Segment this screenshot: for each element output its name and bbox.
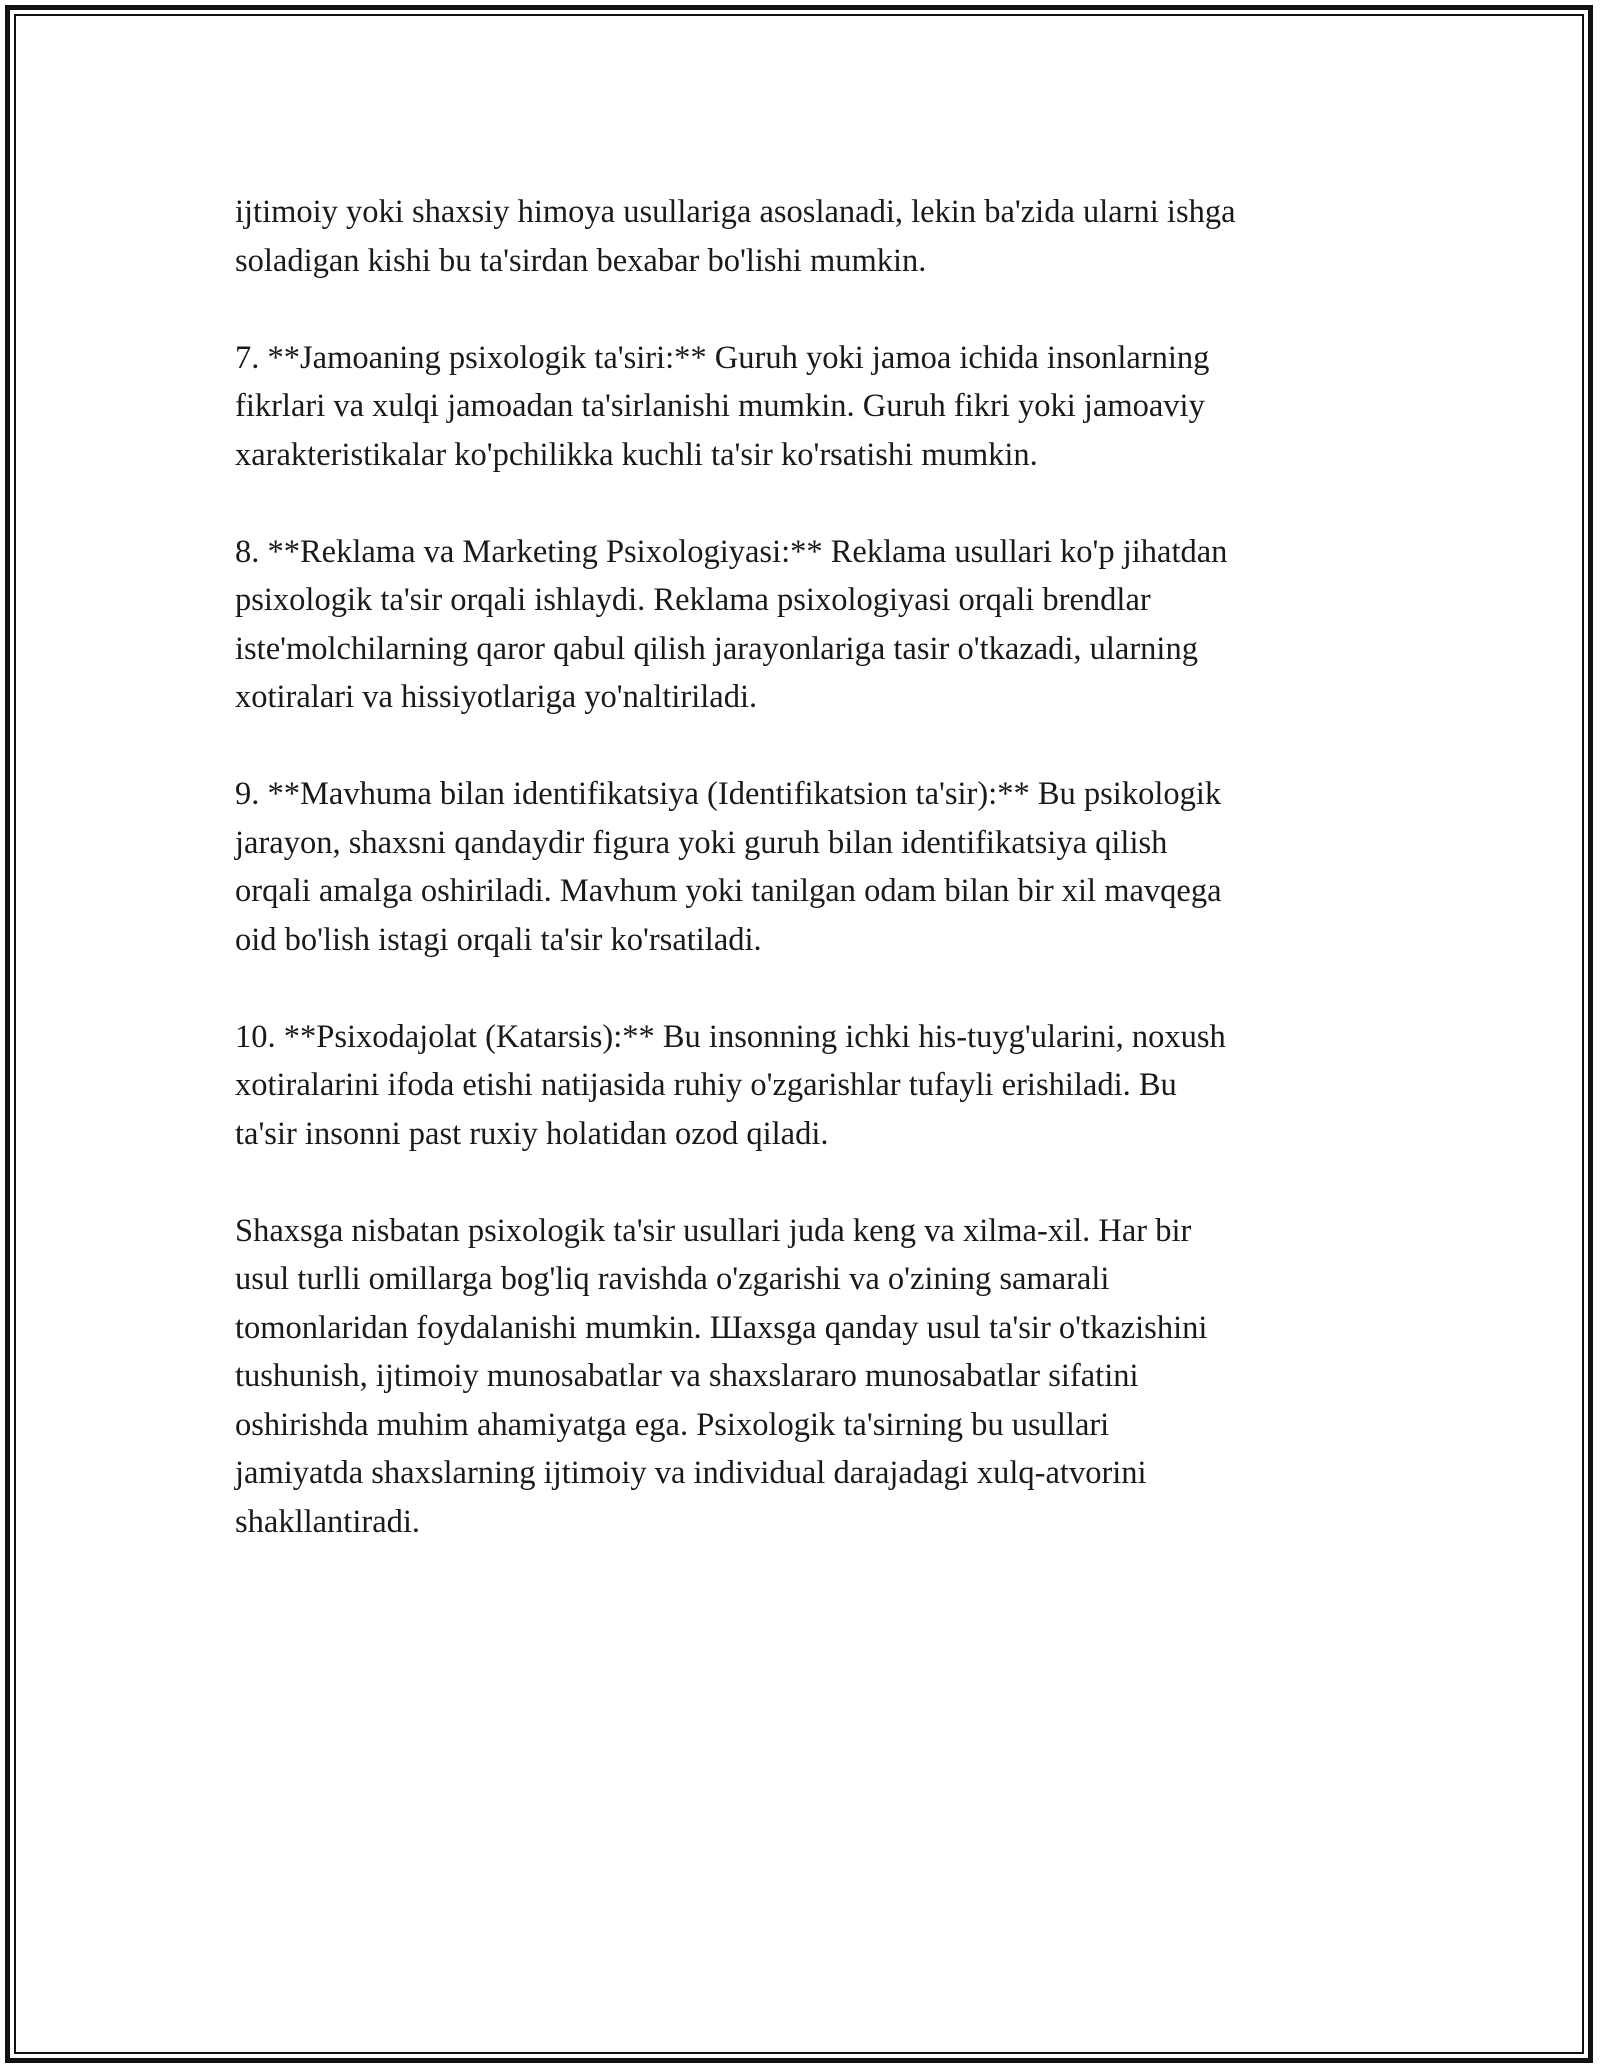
paragraph-item-9: 9. **Mavhuma bilan identifikatsiya (Identifikatsion ta'sir):** Bu psikologik jarayon, shaxsni qandaydir figura yoki guruh bilan identifikatsiya qilish orqali amalga oshiriladi. Mavhum yoki tanilgan odam bilan bir xil mavqega oid bo'lish istagi orqali ta'sir ko'rsatiladi.	[235, 776, 1222, 958]
paragraph-item-7: 7. **Jamoaning psixologik ta'siri:** Guruh yoki jamoa ichida insonlarning fikrlari va xulqi jamoadan ta'sirlanishi mumkin. Guruh fikri yoki jamoaviy xarakteristikalar ko'pchilikka kuchli ta'sir ko'rsatishi mumkin.	[235, 339, 1210, 473]
paragraph-conclusion: Shaxsga nisbatan psixologik ta'sir usullari juda keng va xilma-xil. Har bir usul turlli omillarga bog'liq ravishda o'zgarishi va o'zining samarali tomonlaridan foydalanishi mumkin. Шахsga qanday usul ta'sir o'tkazishini tushunish, ijtimoiy munosabatlar va shaxslararo munosabatlar sifatini oshirishda muhim ahamiyatga ega. Psixologik ta'sirning bu usullari jamiyatda shaxslarning ijtimoiy va individual darajadagi xulq-atvorini shakllantiradi.	[235, 1212, 1208, 1540]
document-body	[235, 188, 1395, 1595]
paragraph-item-10: 10. **Psixodajolat (Katarsis):** Bu insonning ichki his-tuyg'ularini, noxush xotiralarini ifoda etishi natijasida ruhiy o'zgarishlar tufayli erishiladi. Bu ta'sir insonni past ruxiy holatidan ozod qiladi.	[235, 1018, 1226, 1152]
paragraph-item-8: 8. **Reklama va Marketing Psixologiyasi:** Reklama usullari ko'p jihatdan psixologik ta'sir orqali ishlaydi. Reklama psixologiyasi orqali brendlar iste'molchilarning qaror qabul qilish jarayonlariga tasir o'tkazadi, ularning xotiralari va hissiyotlariga yo'naltiriladi.	[235, 533, 1228, 715]
paragraph-intro-continuation: ijtimoiy yoki shaxsiy himoya usullariga asoslanadi, lekin ba'zida ularni ishga soladigan kishi bu ta'sirdan bexabar bo'lishi mumkin.	[235, 194, 1236, 279]
